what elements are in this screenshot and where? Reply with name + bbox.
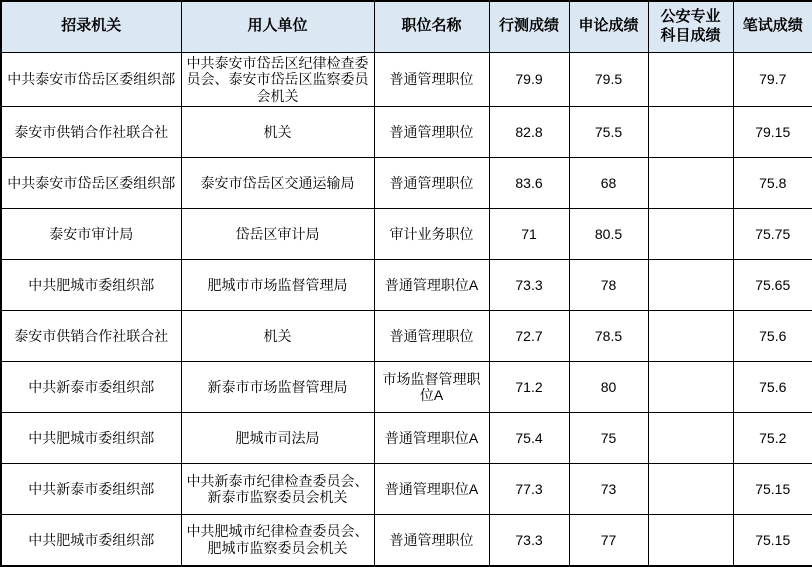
table-cell: 中共新泰市纪律检查委员会、新泰市监察委员会机关 [181,464,374,515]
table-cell: 普通管理职位A [374,464,489,515]
table-cell: 75.6 [733,311,812,362]
table-cell: 82.8 [489,107,569,158]
table-cell: 市场监督管理职位A [374,362,489,413]
table-cell: 73.3 [489,260,569,311]
column-header-police-subject-score: 公安专业科目成绩 [648,1,733,52]
column-header-essay-score: 申论成绩 [569,1,648,52]
table-row [1,464,812,515]
table-cell: 75.8 [733,158,812,209]
table-cell: 80.5 [569,209,648,260]
table-cell: 78 [569,260,648,311]
table-cell: 75 [569,413,648,464]
table-cell [648,362,733,413]
table-cell: 75.5 [569,107,648,158]
table-cell [648,158,733,209]
table-cell: 肥城市司法局 [181,413,374,464]
table-cell [648,52,733,107]
table-cell [648,413,733,464]
table-row [1,158,812,209]
table-cell: 肥城市市场监督管理局 [181,260,374,311]
table-row [1,209,812,260]
table-row [1,515,812,566]
table-cell: 中共肥城市委组织部 [1,260,181,311]
table-cell: 中共肥城市委组织部 [1,515,181,566]
table-cell: 普通管理职位 [374,158,489,209]
column-header-written-total-score: 笔试成绩 [733,1,812,52]
table-cell: 机关 [181,107,374,158]
table-row [1,260,812,311]
table-cell: 79.9 [489,52,569,107]
table-row [1,362,812,413]
column-header-aptitude-score: 行测成绩 [489,1,569,52]
table-cell: 75.65 [733,260,812,311]
table-row [1,107,812,158]
table-cell: 泰安市审计局 [1,209,181,260]
table-cell [648,464,733,515]
table-cell: 75.15 [733,464,812,515]
table-cell: 79.7 [733,52,812,107]
table-cell: 泰安市供销合作社联合社 [1,107,181,158]
table-cell: 岱岳区审计局 [181,209,374,260]
table-row [1,413,812,464]
table-header [1,1,812,52]
table-cell: 68 [569,158,648,209]
table-cell: 中共新泰市委组织部 [1,362,181,413]
table-row [1,52,812,107]
table-cell: 审计业务职位 [374,209,489,260]
header-row [1,1,812,52]
column-header-employing-unit: 用人单位 [181,1,374,52]
table-cell: 83.6 [489,158,569,209]
table-cell: 普通管理职位 [374,311,489,362]
table-cell: 中共肥城市委组织部 [1,413,181,464]
table-cell: 中共肥城市纪律检查委员会、肥城市监察委员会机关 [181,515,374,566]
table-cell: 机关 [181,311,374,362]
column-header-position-name: 职位名称 [374,1,489,52]
table-cell: 75.15 [733,515,812,566]
table-cell: 80 [569,362,648,413]
table-cell: 新泰市市场监督管理局 [181,362,374,413]
table-cell [648,311,733,362]
table-cell: 73.3 [489,515,569,566]
table-cell [648,260,733,311]
table-cell: 75.2 [733,413,812,464]
table-cell: 77.3 [489,464,569,515]
table-cell: 普通管理职位A [374,413,489,464]
table-cell: 72.7 [489,311,569,362]
table-cell: 普通管理职位 [374,52,489,107]
column-header-recruiting-agency: 招录机关 [1,1,181,52]
table-cell: 75.4 [489,413,569,464]
table-cell: 泰安市岱岳区交通运输局 [181,158,374,209]
table-row [1,311,812,362]
table-cell: 普通管理职位A [374,260,489,311]
table-cell: 73 [569,464,648,515]
table-cell: 75.6 [733,362,812,413]
table-cell: 79.15 [733,107,812,158]
table-cell: 普通管理职位 [374,515,489,566]
table-cell: 78.5 [569,311,648,362]
table-cell: 79.5 [569,52,648,107]
table-body [1,52,812,566]
table-cell: 75.75 [733,209,812,260]
table-cell: 普通管理职位 [374,107,489,158]
table-cell: 中共泰安市岱岳区纪律检查委员会、泰安市岱岳区监察委员会机关 [181,52,374,107]
table-cell: 中共泰安市岱岳区委组织部 [1,158,181,209]
table-cell: 中共泰安市岱岳区委组织部 [1,52,181,107]
table-cell: 泰安市供销合作社联合社 [1,311,181,362]
table-cell [648,107,733,158]
table-cell [648,209,733,260]
table-cell: 71 [489,209,569,260]
table-cell: 71.2 [489,362,569,413]
table-cell [648,515,733,566]
table-cell: 77 [569,515,648,566]
table-cell: 中共新泰市委组织部 [1,464,181,515]
